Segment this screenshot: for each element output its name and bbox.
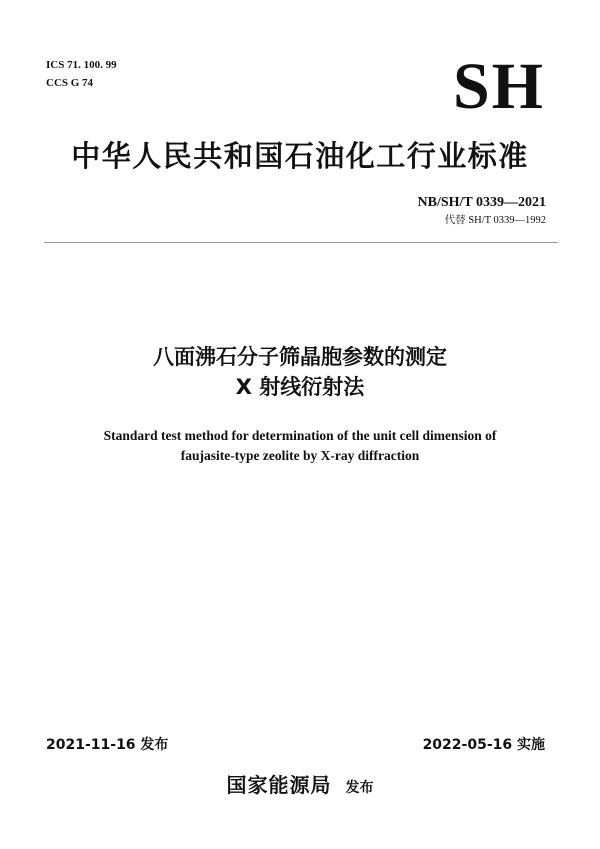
title-cn-line-2: X 射线衍射法 — [235, 375, 365, 399]
issuer-name: 国家能源局 — [226, 773, 332, 797]
classification-codes — [46, 56, 117, 92]
replaces-standard: 代替 SH/T 0339—1992 — [444, 215, 546, 226]
standard-number: NB/SH/T 0339—2021 — [417, 195, 546, 210]
issuer-line — [0, 772, 600, 801]
issue-action: 发布 — [345, 780, 374, 796]
standard-category-title: 中华人民共和国石油化工行业标准 — [71, 139, 529, 173]
divider — [44, 242, 558, 243]
sh-logo: SH — [452, 50, 545, 123]
ccs-code: CCS G 74 — [46, 77, 94, 89]
title-en-line-2: faujasite-type zeolite by X-ray diffraction — [180, 448, 420, 463]
title-en-line-1: Standard test method for determination of the unit cell dimension of — [103, 428, 497, 443]
document-title-en — [60, 426, 540, 466]
title-cn-line-1: 八面沸石分子筛晶胞参数的测定 — [153, 345, 447, 369]
implement-date: 2022-05-16 实施 — [422, 737, 545, 753]
ics-code: ICS 71. 100. 99 — [46, 59, 117, 71]
document-title-cn — [0, 342, 600, 402]
release-date: 2021-11-16 发布 — [46, 737, 169, 753]
